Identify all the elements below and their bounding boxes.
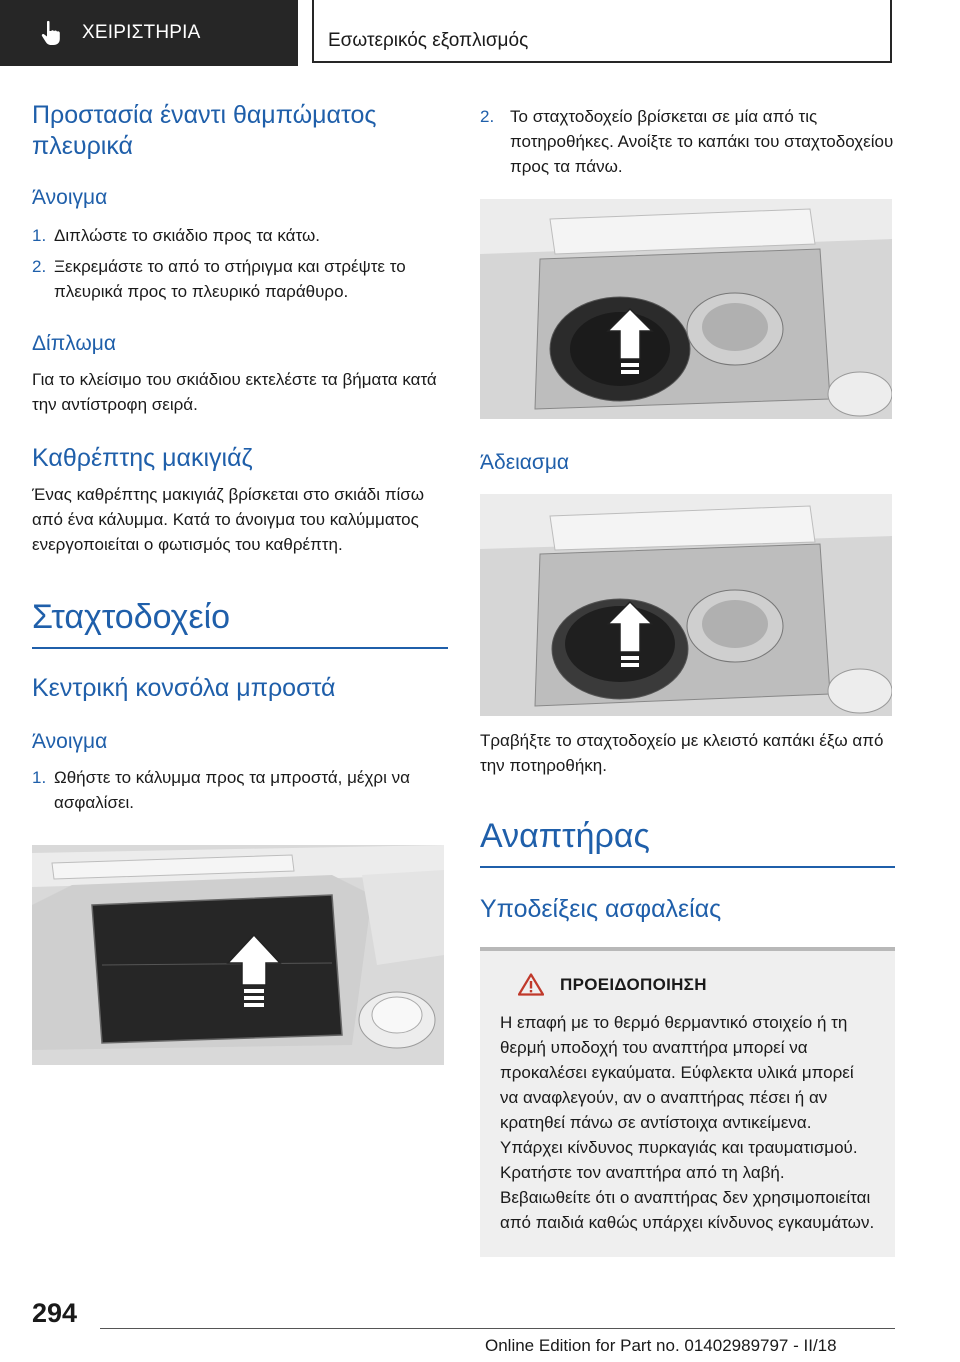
section-divider xyxy=(480,866,895,868)
header-tab xyxy=(0,0,298,66)
open-heading: Άνοιγμα xyxy=(32,186,108,209)
vanity-mirror-text: Ένας καθρέπτης μακιγιάζ βρίσκεται στο σκιάδι πίσω από ένα κάλυμμα. Κατά το άνοιγμα του καλύμματος ενεργοποιείται ο φωτισμός του καθρέπτη. xyxy=(32,485,425,554)
empty-heading: Άδειασμα xyxy=(480,451,570,474)
warning-header xyxy=(502,973,875,996)
warning-box xyxy=(480,947,895,1257)
footer-divider xyxy=(100,1328,895,1329)
page-number: 294 xyxy=(32,1298,78,1328)
fold-text: Για το κλείσιμο του σκιάδιου εκτελέστε τα βήματα κατά την αντίστροφη σειρά. xyxy=(32,370,437,414)
open-heading: Άνοιγμα xyxy=(32,730,108,753)
manual-title: ΧΕΙΡΙΣΤΗΡΙΑ xyxy=(82,22,201,43)
breadcrumb[interactable]: Εσωτερικός εξοπλισμός xyxy=(328,30,529,51)
pointing-hand-icon xyxy=(40,20,62,46)
right-column xyxy=(480,100,895,1257)
list-item: 2. Ξεκρεμάστε το από το στήριγμα και στρέψτε το πλευρικά προς το πλευρικό παράθυρο. xyxy=(32,257,406,301)
front-console-heading: Κεντρική κονσόλα μπροστά xyxy=(32,674,336,702)
warning-text: Η επαφή με το θερμό θερμαντικό στοιχείο ή τη θερμή υποδοχή του αναπτήρα μπορεί να προκαλέσει εγκαύματα. Εύφλεκτα υλικά μπορεί να αναφλεγούν, αν ο αναπτήρας πέσει ή αν κρατηθεί πάνω σε αντίστοιχα αντικείμενα. Υπάρχει κίνδυνος πυρκαγιάς και τραυματισμού. Κρατήστε τον αναπτήρα από τη λαβή. Βεβαιωθείτε ότι ο αναπτήρας δεν χρησιμοποιείται από παιδιά καθώς υπάρχει κίνδυνος εγκαυμάτων. xyxy=(500,1013,875,1232)
warning-title: ΠΡΟΕΙΔΟΠΟΙΗΣΗ xyxy=(560,974,707,994)
side-sun-visor-heading: Προστασία έναντι θαμπώματος πλευρικά xyxy=(32,101,377,160)
ashtray-heading: Σταχτοδοχείο xyxy=(32,598,231,636)
list-item: 1. Ωθήστε το κάλυμμα προς τα μπροστά, μέχρι να ασφαλίσει. xyxy=(32,768,410,812)
fold-heading: Δίπλωμα xyxy=(32,332,116,355)
empty-text: Τραβήξτε το σταχτοδοχείο με κλειστό καπάκι έξω από την ποτηροθήκη. xyxy=(480,731,884,775)
breadcrumb-frame xyxy=(312,0,892,63)
left-column xyxy=(32,100,452,1065)
lighter-heading: Αναπτήρας xyxy=(480,817,650,855)
ashtray-open-illustration xyxy=(480,199,892,419)
vanity-mirror-heading: Καθρέπτης μακιγιάζ xyxy=(32,444,253,472)
list-item: 2. Το σταχτοδοχείο βρίσκεται σε μία από τις ποτηροθήκες. Ανοίξτε το καπάκι του σταχτοδοχείου προς τα πάνω. xyxy=(480,107,894,176)
ashtray-emptying-illustration xyxy=(480,494,892,716)
list-item: 1. Διπλώστε το σκιάδιο προς τα κάτω. xyxy=(32,226,320,245)
console-cover-illustration xyxy=(32,845,444,1065)
edition-note: Online Edition for Part no. 01402989797 - II/18 xyxy=(485,1336,837,1355)
section-divider xyxy=(32,647,448,649)
warning-triangle-icon xyxy=(518,973,544,996)
safety-notes-heading: Υποδείξεις ασφαλείας xyxy=(480,895,722,923)
